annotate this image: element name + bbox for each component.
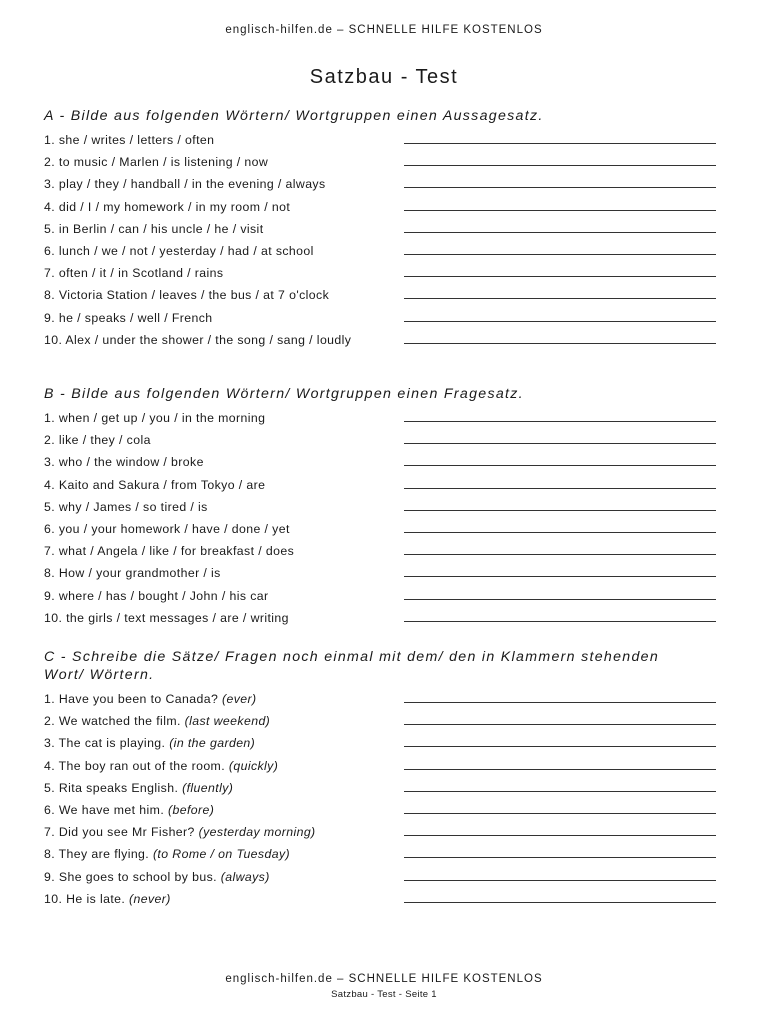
exercise-prompt xyxy=(44,331,351,349)
exercise-item xyxy=(44,542,716,564)
exercise-item xyxy=(44,286,716,308)
exercise-prompt-text: 4. The boy ran out of the room. xyxy=(44,758,229,773)
answer-line[interactable] xyxy=(404,232,716,233)
answer-line[interactable] xyxy=(404,465,716,466)
exercise-item xyxy=(44,175,716,197)
exercise-prompt xyxy=(44,476,265,494)
exercise-prompt xyxy=(44,242,314,260)
exercise-item xyxy=(44,198,716,220)
exercise-hint: (yesterday morning) xyxy=(198,825,316,840)
answer-line[interactable] xyxy=(404,165,716,166)
exercise-item xyxy=(44,734,716,756)
answer-line[interactable] xyxy=(404,488,716,489)
exercise-prompt xyxy=(44,286,329,304)
answer-line[interactable] xyxy=(404,857,716,858)
exercise-item xyxy=(44,309,716,331)
exercise-prompt xyxy=(44,131,214,149)
answer-line[interactable] xyxy=(404,532,716,533)
exercise-prompt-text: 10. He is late. xyxy=(44,891,130,906)
section-a-exercise-list xyxy=(44,131,716,353)
page-footer: englisch-hilfen.de – SCHNELLE HILFE KOSTENLOS xyxy=(225,973,543,985)
exercise-prompt-text: 9. he / speaks / well / French xyxy=(44,310,213,325)
exercise-prompt xyxy=(44,153,268,171)
exercise-item xyxy=(44,242,716,264)
answer-line[interactable] xyxy=(404,187,716,188)
section-b-heading: B - Bilde aus folgenden Wörtern/ Wortgruppen einen Fragesatz. xyxy=(44,386,524,402)
answer-line[interactable] xyxy=(404,813,716,814)
section-c xyxy=(44,648,716,912)
exercise-item xyxy=(44,757,716,779)
answer-line[interactable] xyxy=(404,276,716,277)
exercise-item xyxy=(44,331,716,353)
answer-line[interactable] xyxy=(404,902,716,903)
section-c-heading: C - Schreibe die Sätze/ Fragen noch einmal mit dem/ den in Klammern stehenden Wort/ Wörtern. xyxy=(44,649,660,683)
exercise-prompt-text: 1. Have you been to Canada? xyxy=(44,692,223,706)
exercise-hint: (last weekend) xyxy=(184,714,271,729)
exercise-item xyxy=(44,453,716,475)
exercise-item xyxy=(44,690,716,712)
page-title: Satzbau - Test xyxy=(309,66,459,88)
exercise-item xyxy=(44,890,716,912)
answer-line[interactable] xyxy=(404,210,716,211)
answer-line[interactable] xyxy=(404,724,716,725)
exercise-prompt xyxy=(44,734,255,752)
exercise-hint: (before) xyxy=(167,802,215,817)
section-b xyxy=(44,385,716,631)
exercise-prompt-text: 9. She goes to school by bus. xyxy=(44,869,221,884)
exercise-prompt-text: 1. when / get up / you / in the morning xyxy=(44,411,266,425)
section-a-heading: A - Bilde aus folgenden Wörtern/ Wortgruppen einen Aussagesatz. xyxy=(44,108,544,124)
exercise-prompt xyxy=(44,453,204,471)
exercise-item xyxy=(44,587,716,609)
answer-line[interactable] xyxy=(404,321,716,322)
exercise-prompt-text: 2. like / they / cola xyxy=(44,433,151,448)
exercise-prompt-text: 6. We have met him. xyxy=(44,802,168,817)
section-c-exercise-list xyxy=(44,690,716,912)
answer-line[interactable] xyxy=(404,746,716,747)
exercise-prompt-text: 4. Kaito and Sakura / from Tokyo / are xyxy=(44,477,266,492)
exercise-item xyxy=(44,609,716,631)
exercise-prompt xyxy=(44,890,171,908)
exercise-hint: (never) xyxy=(129,891,171,906)
exercise-hint: (to Rome / on Tuesday) xyxy=(152,847,290,862)
exercise-hint: (ever) xyxy=(222,692,257,706)
exercise-prompt-text: 10. Alex / under the shower / the song / sang / loudly xyxy=(44,332,352,347)
exercise-prompt-text: 2. to music / Marlen / is listening / now xyxy=(44,155,269,170)
exercise-prompt-text: 6. you / your homework / have / done / yet xyxy=(44,521,290,536)
exercise-hint: (in the garden) xyxy=(169,736,256,751)
exercise-item xyxy=(44,431,716,453)
answer-line[interactable] xyxy=(404,143,716,144)
answer-line[interactable] xyxy=(404,298,716,299)
exercise-prompt-text: 5. in Berlin / can / his uncle / he / visit xyxy=(44,221,264,236)
answer-line[interactable] xyxy=(404,769,716,770)
page-header: englisch-hilfen.de – SCHNELLE HILFE KOSTENLOS xyxy=(225,24,543,36)
exercise-prompt xyxy=(44,198,290,216)
exercise-item xyxy=(44,131,716,153)
exercise-item xyxy=(44,779,716,801)
answer-line[interactable] xyxy=(404,576,716,577)
exercise-item xyxy=(44,712,716,734)
answer-line[interactable] xyxy=(404,421,716,422)
exercise-prompt-text: 1. she / writes / letters / often xyxy=(44,133,215,147)
answer-line[interactable] xyxy=(404,621,716,622)
exercise-prompt-text: 7. often / it / in Scotland / rains xyxy=(44,266,224,281)
exercise-prompt-text: 3. The cat is playing. xyxy=(44,736,170,751)
exercise-prompt xyxy=(44,498,208,516)
exercise-prompt-text: 6. lunch / we / not / yesterday / had / at school xyxy=(44,243,314,258)
exercise-prompt-text: 8. Victoria Station / leaves / the bus / at 7 o'clock xyxy=(44,288,330,303)
answer-line[interactable] xyxy=(404,835,716,836)
exercise-prompt xyxy=(44,712,270,730)
exercise-prompt xyxy=(44,309,213,327)
answer-line[interactable] xyxy=(404,510,716,511)
exercise-prompt-text: 4. did / I / my homework / in my room / not xyxy=(44,199,291,214)
answer-line[interactable] xyxy=(404,443,716,444)
exercise-prompt xyxy=(44,520,290,538)
section-a xyxy=(44,107,716,353)
exercise-item xyxy=(44,801,716,823)
exercise-prompt xyxy=(44,757,278,775)
exercise-prompt-text: 2. We watched the film. xyxy=(44,714,185,729)
answer-line[interactable] xyxy=(404,880,716,881)
section-b-exercise-list xyxy=(44,409,716,631)
exercise-prompt xyxy=(44,868,270,886)
exercise-prompt-text: 3. who / the window / broke xyxy=(44,455,204,470)
exercise-prompt-text: 8. How / your grandmother / is xyxy=(44,566,221,581)
exercise-prompt-text: 7. Did you see Mr Fisher? xyxy=(44,825,199,840)
exercise-item xyxy=(44,520,716,542)
exercise-item xyxy=(44,220,716,242)
answer-line[interactable] xyxy=(404,254,716,255)
exercise-prompt-text: 10. the girls / text messages / are / writing xyxy=(44,610,289,625)
exercise-hint: (fluently) xyxy=(182,780,234,795)
page-number-label: Satzbau - Test - Seite 1 xyxy=(331,989,437,1000)
answer-line[interactable] xyxy=(404,791,716,792)
exercise-item xyxy=(44,868,716,890)
exercise-prompt-text: 3. play / they / handball / in the evening / always xyxy=(44,177,326,192)
exercise-prompt xyxy=(44,564,221,582)
exercise-prompt xyxy=(44,542,294,560)
exercise-item xyxy=(44,264,716,286)
exercise-prompt xyxy=(44,801,214,819)
exercise-prompt-text: 5. Rita speaks English. xyxy=(44,780,183,795)
exercise-item xyxy=(44,476,716,498)
exercise-item xyxy=(44,153,716,175)
exercise-item xyxy=(44,409,716,431)
exercise-item xyxy=(44,845,716,867)
exercise-hint: (quickly) xyxy=(228,758,279,773)
answer-line[interactable] xyxy=(404,702,716,703)
answer-line[interactable] xyxy=(404,554,716,555)
exercise-prompt xyxy=(44,609,289,627)
exercise-prompt xyxy=(44,690,257,708)
answer-line[interactable] xyxy=(404,343,716,344)
exercise-prompt xyxy=(44,587,268,605)
exercise-prompt xyxy=(44,264,223,282)
exercise-prompt-text: 8. They are flying. xyxy=(44,847,153,862)
exercise-prompt xyxy=(44,220,264,238)
exercise-prompt-text: 7. what / Angela / like / for breakfast / does xyxy=(44,544,295,559)
exercise-hint: (always) xyxy=(220,869,270,884)
exercise-prompt xyxy=(44,409,265,427)
exercise-prompt xyxy=(44,845,290,863)
exercise-prompt xyxy=(44,431,151,449)
exercise-item xyxy=(44,823,716,845)
exercise-prompt-text: 5. why / James / so tired / is xyxy=(44,499,208,514)
exercise-prompt-text: 9. where / has / bought / John / his car xyxy=(44,588,269,603)
answer-line[interactable] xyxy=(404,599,716,600)
exercise-prompt xyxy=(44,823,316,841)
exercise-prompt xyxy=(44,175,326,193)
exercise-item xyxy=(44,564,716,586)
exercise-prompt xyxy=(44,779,233,797)
exercise-item xyxy=(44,498,716,520)
